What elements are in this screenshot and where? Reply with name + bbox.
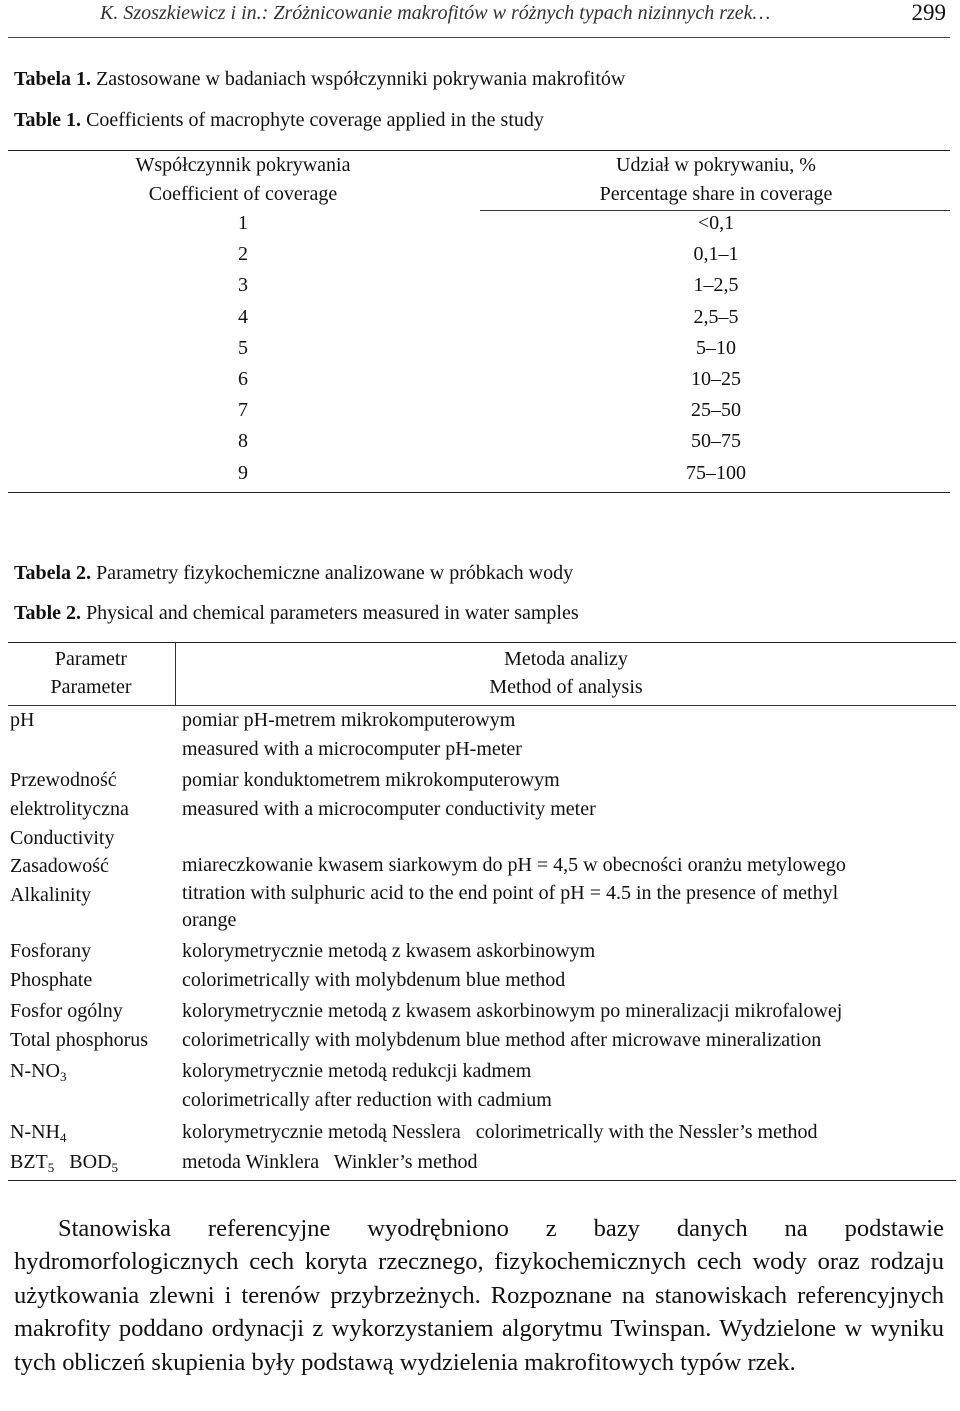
param-ph: pH xyxy=(10,709,35,731)
table1-row xyxy=(0,430,960,461)
table1-coef-cell: 3 xyxy=(238,274,248,297)
method-total-phosphorus: kolorymetrycznie metodą z kwasem askorbinowym po mineralizacji mikrofalowej colorimetrically with molybdenum blue method after microwave mineralization xyxy=(182,1000,843,1051)
table1-coef-cell: 7 xyxy=(238,399,248,422)
running-header-title: K. Szoszkiewicz i in.: Zróżnicowanie makrofitów w różnych typach nizinnych rzek… xyxy=(100,2,771,24)
method-conductivity: pomiar konduktometrem mikrokomputerowym measured with a microcomputer conductivity meter xyxy=(182,769,596,820)
table1-coef-cell: 8 xyxy=(238,430,248,453)
param-total-phosphorus: Fosfor ogólny Total phosphorus xyxy=(10,1000,149,1051)
table1-share-cell: 75–100 xyxy=(686,461,746,484)
table1-share-cell: 0,1–1 xyxy=(693,243,739,266)
body-paragraph: Stanowiska referencyjne wyodrębniono z bazy danych na podstawie hydromorfologicznych cech koryta rzecznego, fizykochemicznych cech wody oraz rodzaju użytkowania zlewni i terenów przybrzeżnych. Rozpoznane na stanowiskach referencyjnych makrofity poddano ordynacji z wykorzystaniem algorytmu Twinspan. Wydzielone w wyniku tych obliczeń skupienia były podstawą wydzielenia makrofitowych typów rzek. xyxy=(14,1215,944,1376)
table2-col2-header-en: Method of analysis xyxy=(489,676,643,698)
table1-share-cell: 10–25 xyxy=(691,368,741,390)
table1-row xyxy=(0,337,960,368)
table1-row xyxy=(0,306,960,337)
table1-share-cell: 2,5–5 xyxy=(693,305,739,328)
table1-coef-cell: 4 xyxy=(238,305,248,328)
table1-coef-cell: 9 xyxy=(238,461,248,484)
table1-row xyxy=(0,368,960,399)
method-ph: pomiar pH-metrem mikrokomputerowym measured with a microcomputer pH-meter xyxy=(182,709,522,760)
header-rule xyxy=(8,37,950,38)
table1-header-rule xyxy=(480,210,950,211)
param-phosphate: Fosforany Phosphate xyxy=(10,940,93,991)
table1-bottom-rule xyxy=(8,492,950,493)
table1-share-cell: 25–50 xyxy=(691,399,741,422)
table1-share-cell: 50–75 xyxy=(691,430,741,453)
param-bod5: $BZT_5$ $BOD_5$ xyxy=(10,1151,119,1175)
table1-row xyxy=(0,274,960,305)
table1-caption-pl: Tabela 1. Zastosowane w badaniach współczynniki pokrywania makrofitów xyxy=(14,68,626,90)
table2-caption-pl: Tabela 2. Parametry fizykochemiczne analizowane w próbkach wody xyxy=(14,562,574,584)
param-conductivity: Przewodność elektrolityczna Conductivity xyxy=(10,769,129,849)
table1-share-cell: 5–10 xyxy=(696,336,736,359)
table2-bottom-rule xyxy=(8,1180,956,1181)
table2-col1-header-pl: Parametr xyxy=(54,648,128,670)
table1-col1-header-pl: Współczynnik pokrywania xyxy=(135,154,351,176)
table1-caption-en: Table 1. Coefficients of macrophyte coverage applied in the study xyxy=(14,109,544,131)
method-n-nh4: kolorymetrycznie metodą Nesslera colorimetrically with the Nessler’s method xyxy=(182,1121,818,1143)
table1-coef-cell: 1 xyxy=(238,212,248,234)
table1-top-rule xyxy=(8,150,950,151)
table1-coef-cell: 5 xyxy=(238,336,248,359)
param-alkalinity: Zasadowość Alkalinity xyxy=(10,855,109,906)
table2-caption-en: Table 2. Physical and chemical parameters measured in water samples xyxy=(14,602,579,624)
table1-col2-header-pl: Udział w pokrywaniu, % xyxy=(616,154,816,176)
table1-share-cell: 1–2,5 xyxy=(693,274,739,297)
table1-row xyxy=(0,212,960,243)
param-n-no3: $N-NO_3$ xyxy=(10,1060,67,1084)
table1-col1-header-en: Coefficient of coverage xyxy=(148,183,338,205)
table1-coef-cell: 6 xyxy=(238,368,248,390)
table2-col2-header-pl: Metoda analizy xyxy=(504,648,628,670)
method-alkalinity: miareczkowanie kwasem siarkowym do pH = 4,5 w obecności oranżu metylowego titration with sulphuric acid to the end point of pH = 4.5 in the presence of methyl orange xyxy=(182,854,846,931)
table2-top-rule xyxy=(8,642,956,643)
table1-row xyxy=(0,243,960,274)
table1-col2-header-en: Percentage share in coverage xyxy=(599,183,833,205)
table1-row xyxy=(0,399,960,430)
page-number: 299 xyxy=(911,0,946,25)
method-n-no3: kolorymetrycznie metodą redukcji kadmem colorimetrically after reduction with cadmium xyxy=(182,1060,552,1111)
method-phosphate: kolorymetrycznie metodą z kwasem askorbinowym colorimetrically with molybdenum blue method xyxy=(182,940,596,991)
param-n-nh4: $N-NH_4$ xyxy=(10,1121,67,1145)
method-bod5: metoda Winklera Winkler’s method xyxy=(182,1151,478,1173)
table1-row xyxy=(0,462,960,493)
table1-share-cell: <0,1 xyxy=(697,212,735,234)
table1-coef-cell: 2 xyxy=(238,243,248,266)
table2-col1-header-en: Parameter xyxy=(50,676,132,698)
